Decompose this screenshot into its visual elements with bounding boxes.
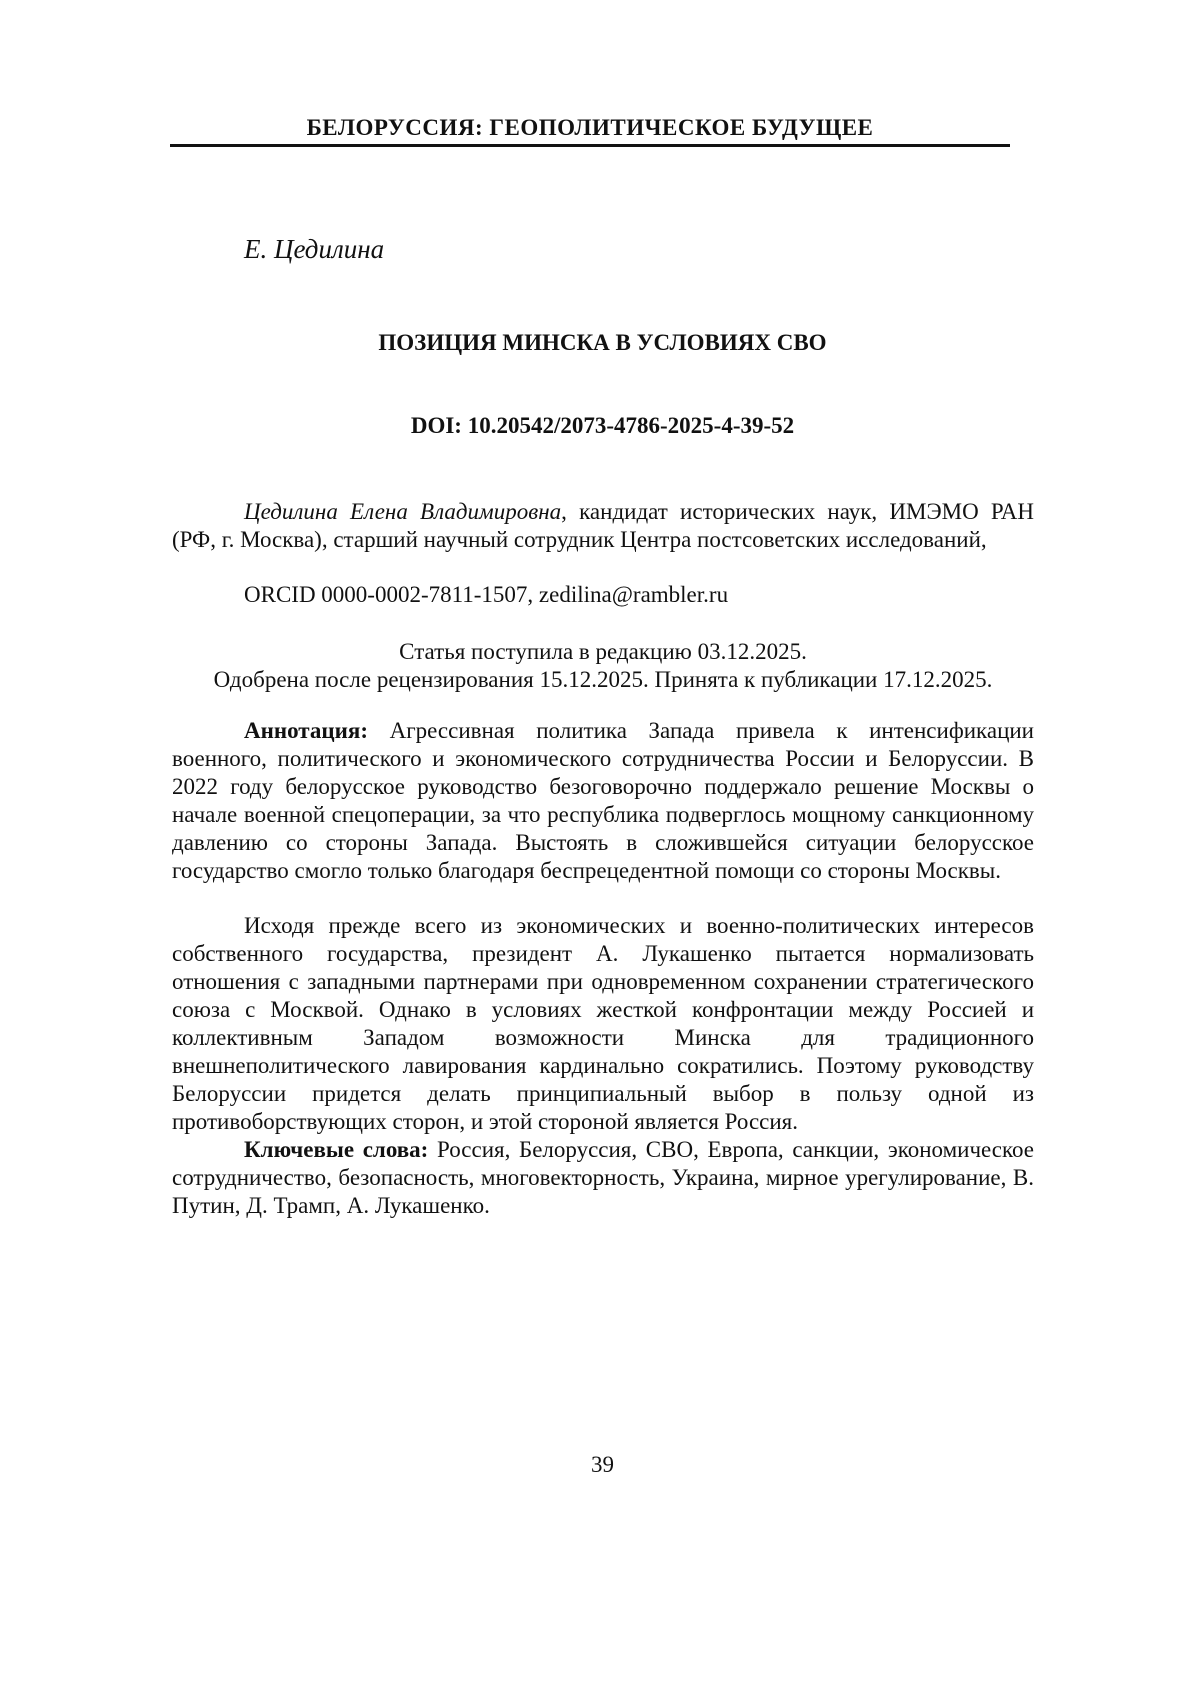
abstract-label: Аннотация: (244, 718, 368, 743)
running-header: БЕЛОРУССИЯ: ГЕОПОЛИТИЧЕСКОЕ БУДУЩЕЕ (306, 115, 874, 140)
page-number: 39 (591, 1452, 614, 1477)
abstract-paragraph-1 (172, 717, 1034, 885)
orcid-email-line: ORCID 0000-0002-7811-1507, zedilina@rambler.ru (244, 582, 729, 607)
author-info (172, 498, 1034, 554)
keywords-paragraph (172, 1136, 1034, 1220)
received-date: Статья поступила в редакцию 03.12.2025. (399, 639, 807, 664)
author-byline: Е. Цедилина (244, 234, 385, 264)
keywords-text: Россия, Белоруссия, СВО, Европа, санкции, экономическое сотрудничество, безопасность, многовекторность, Украина, мирное урегулирование, В. Путин, Д. Трамп, А. Лукашенко. (172, 1137, 1034, 1218)
author-details: , кандидат исторических наук, ИМЭМО РАН (РФ, г. Москва), старший научный сотрудник Центра постсоветских исследований, (172, 499, 1035, 552)
header-rule (170, 144, 1010, 147)
abstract-text-1: Агрессивная политика Запада привела к интенсификации военного, политического и экономического сотрудничества России и Белоруссии. В 2022 году белорусское руководство безоговорочно поддержало решение Москвы о начале военной спецоперации, за что республика подверглось мощному санкционному давлению со стороны Запада. Выстоять в сложившейся ситуации белорусское государство смогло только благодаря беспрецедентной помощи со стороны Москвы. (172, 718, 1034, 883)
abstract-paragraph-2: Исходя прежде всего из экономических и военно-политических интересов собственного государства, президент А. Лукашенко пытается нормализовать отношения с западными партнерами при одновременном сохранении стратегического союза с Москвой. Однако в условиях жесткой конфронтации между Россией и коллективным Западом возможности Минска для традиционного внешнеполитического лавирования кардинально сократились. Поэтому руководству Белоруссии придется делать принципиальный выбор в пользу одной из противоборствующих сторон, и этой стороной является Россия. (172, 913, 1034, 1134)
approved-accepted-dates: Одобрена после рецензирования 15.12.2025. Принята к публикации 17.12.2025. (213, 667, 993, 692)
keywords-label: Ключевые слова: (244, 1137, 429, 1162)
doi-line: DOI: 10.20542/2073-4786-2025-4-39-52 (410, 413, 795, 438)
article-dates (172, 638, 1034, 694)
author-name: Цедилина Елена Владимировна (244, 499, 562, 524)
article-title: ПОЗИЦИЯ МИНСКА В УСЛОВИЯХ СВО (378, 330, 827, 355)
